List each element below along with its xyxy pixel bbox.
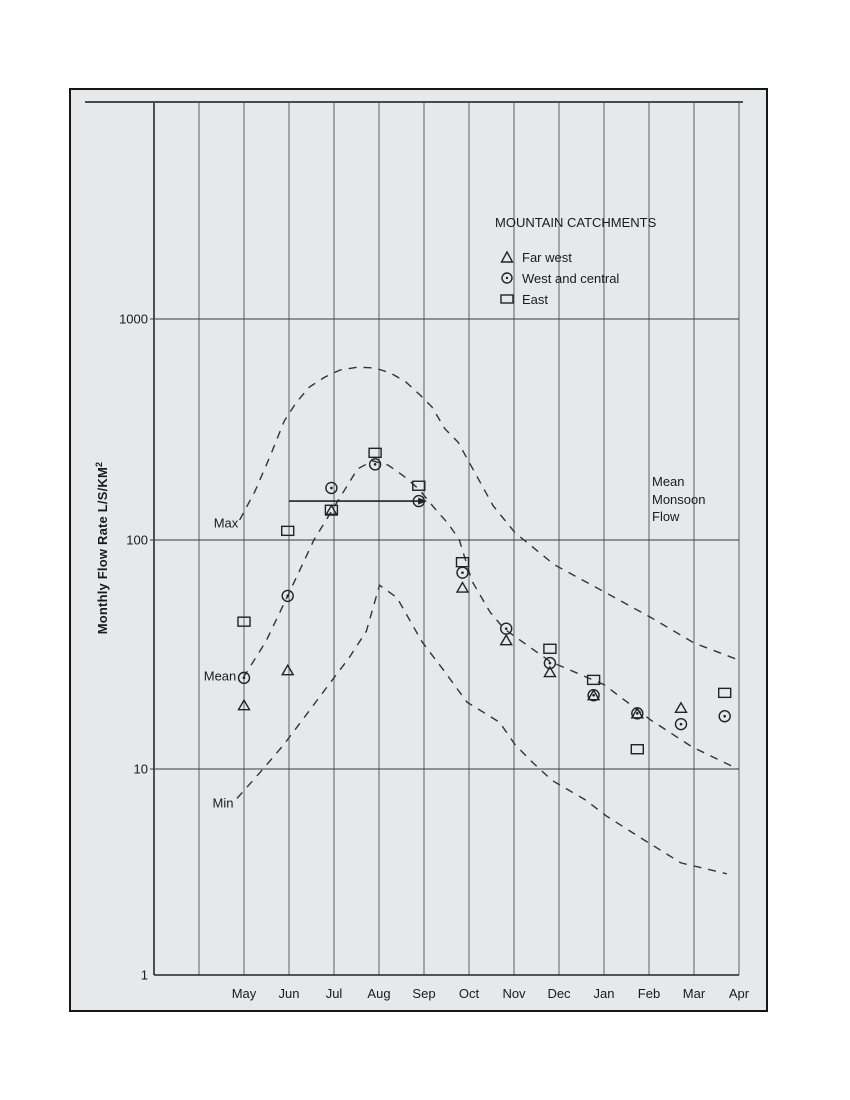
mean-curve-label: Mean bbox=[203, 668, 237, 684]
x-tick-label-sep: Sep bbox=[412, 986, 436, 1001]
data-point-far-west-mar bbox=[676, 703, 687, 713]
chart-figure bbox=[69, 88, 768, 1012]
x-tick-label-aug: Aug bbox=[367, 986, 391, 1001]
mean-monsoon-flow-label-line1: Mean bbox=[652, 474, 685, 489]
data-point-far-west-oct bbox=[457, 583, 468, 593]
data-point-east-dec bbox=[544, 644, 556, 653]
data-point-west-and-central-jul-dot bbox=[330, 487, 333, 490]
legend-title: MOUNTAIN CATCHMENTS bbox=[495, 215, 657, 230]
x-tick-label-feb: Feb bbox=[637, 986, 661, 1001]
mean-monsoon-flow-label-line2: Monsoon bbox=[652, 491, 706, 507]
x-tick-label-may: May bbox=[231, 986, 257, 1001]
max-curve-label: Max bbox=[213, 515, 239, 531]
data-point-west-and-central-dec-dot bbox=[549, 662, 552, 665]
x-tick-label-jul: Jul bbox=[325, 986, 343, 1001]
y-axis-title-superscript: 2 bbox=[93, 461, 104, 467]
data-point-west-and-central-mar-dot bbox=[680, 723, 683, 726]
x-tick-label-apr: Apr bbox=[728, 986, 750, 1001]
data-point-east-feb bbox=[631, 745, 643, 754]
min-curve bbox=[237, 585, 727, 874]
legend-item-label: East bbox=[522, 291, 549, 307]
data-point-west-and-central-feb-dot bbox=[636, 712, 639, 715]
data-point-west-and-central-jun-dot bbox=[286, 595, 289, 598]
data-point-west-and-central-nov-dot bbox=[505, 627, 508, 630]
circle-dot-marker-icon bbox=[499, 271, 515, 285]
data-point-east-jun bbox=[282, 526, 294, 535]
triangle-marker-icon bbox=[499, 250, 515, 264]
legend-item-label: Far west bbox=[522, 249, 572, 265]
min-curve-label: Min bbox=[212, 795, 234, 811]
data-point-east-jan bbox=[588, 675, 600, 684]
data-point-west-and-central-sep-dot bbox=[418, 500, 421, 503]
data-point-east-oct bbox=[457, 558, 469, 567]
legend-item-label: West and central bbox=[522, 270, 620, 286]
legend-item-west-and-central bbox=[499, 268, 619, 288]
mean-monsoon-flow-label-line3: Flow bbox=[652, 509, 680, 524]
legend-item-east bbox=[499, 289, 548, 309]
data-point-west-and-central-may-dot bbox=[243, 677, 246, 680]
y-tick-label-1000: 1000 bbox=[119, 311, 148, 327]
data-point-west-and-central-aug-dot bbox=[374, 463, 377, 466]
data-point-far-west-jul bbox=[326, 505, 337, 515]
x-tick-label-oct: Oct bbox=[458, 986, 480, 1001]
y-tick-label-10: 10 bbox=[133, 761, 148, 777]
x-tick-label-dec: Dec bbox=[547, 986, 571, 1001]
data-point-east-apr bbox=[719, 688, 731, 697]
data-point-far-west-jun bbox=[282, 665, 293, 675]
square-marker-icon bbox=[499, 292, 515, 306]
legend-item-far-west bbox=[499, 247, 572, 267]
data-point-west-and-central-jan-dot bbox=[592, 694, 595, 697]
y-tick-label-1: 1 bbox=[140, 967, 148, 983]
chart-canvas bbox=[71, 90, 770, 1014]
x-tick-label-jan: Jan bbox=[593, 986, 615, 1001]
x-tick-label-mar: Mar bbox=[682, 986, 706, 1001]
y-axis-title: Monthly Flow Rate $L/S/KM^2$ bbox=[93, 461, 111, 635]
data-point-west-and-central-apr-dot bbox=[723, 715, 726, 718]
data-point-west-and-central-oct-dot bbox=[461, 571, 464, 574]
y-tick-label-100: 100 bbox=[126, 532, 148, 548]
mean-monsoon-flow-label bbox=[652, 473, 705, 526]
data-point-far-west-nov bbox=[501, 635, 512, 645]
x-tick-label-nov: Nov bbox=[502, 986, 526, 1001]
x-tick-label-jun: Jun bbox=[278, 986, 300, 1001]
